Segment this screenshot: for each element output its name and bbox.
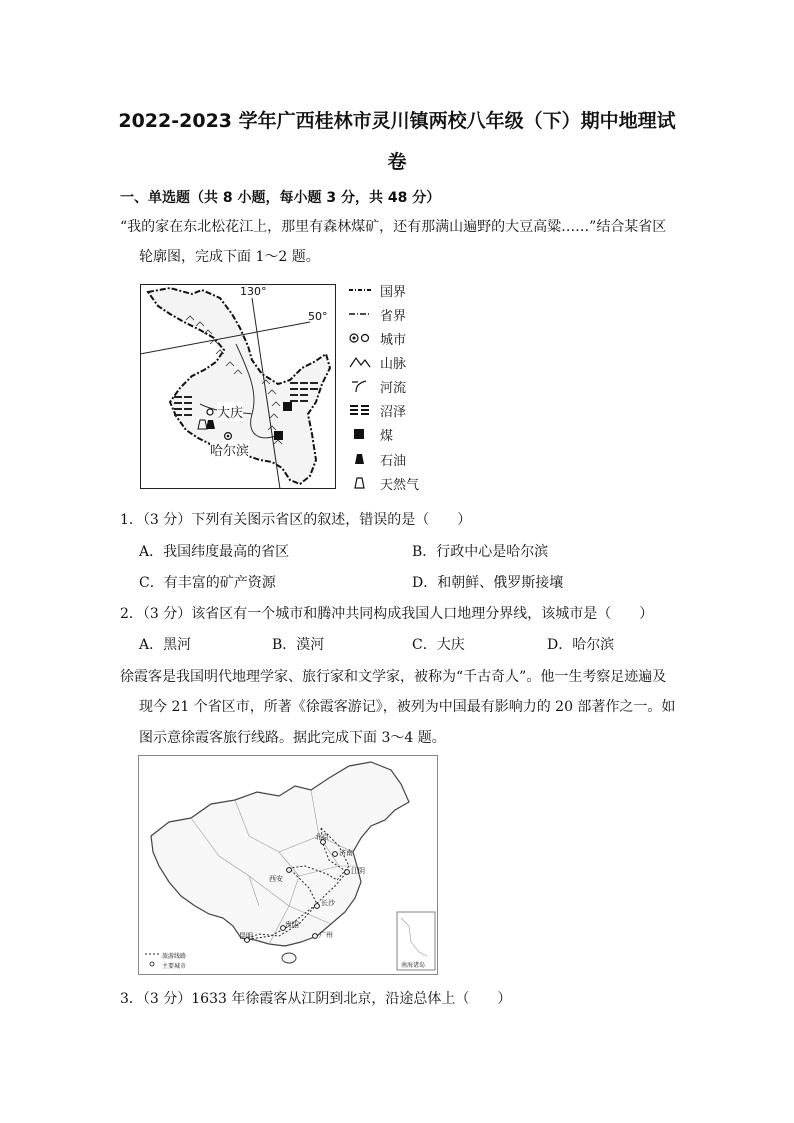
- map1-city-harbin: 哈尔滨: [210, 440, 249, 459]
- map2-city-kunming: 昆明: [239, 932, 253, 940]
- city-icon: [348, 331, 372, 345]
- legend-label: 河流: [380, 380, 407, 396]
- map2-city-jiangyin: 江阴: [351, 867, 365, 875]
- legend-coal: [348, 423, 393, 445]
- page-title-line1: 2022-2023 学年广西桂林市灵川镇两校八年级（下）期中地理试: [118, 110, 676, 132]
- q1-stem: 1．（3 分）下列有关图示省区的叙述，错误的是（ ）: [120, 512, 472, 528]
- province-map: [140, 284, 336, 489]
- coal-icon: [348, 427, 372, 441]
- map1-lat-label: 50°: [308, 310, 328, 323]
- map2-city-guangzhou: 广州: [319, 931, 333, 939]
- mountain-icon: [348, 355, 372, 369]
- q1-option-a[interactable]: A．我国纬度最高的省区: [139, 544, 290, 560]
- map2-legend-route: 旅游线路: [162, 953, 187, 960]
- map2-city-beijing: 北京: [315, 833, 329, 841]
- q2-option-a[interactable]: A．黑河: [139, 637, 192, 653]
- national-border-icon: [348, 283, 372, 297]
- legend-label: 城市: [380, 332, 407, 348]
- oil-icon: [348, 452, 372, 466]
- intro2-line2: 现今 21 个省区市，所著《徐霞客游记》，被列为中国最有影响力的 20 部著作之一。如: [139, 699, 676, 715]
- china-route-map: [138, 755, 438, 975]
- q2-stem: 2．（3 分）该省区有一个城市和腾冲共同构成我国人口地理分界线，该城市是（ ）: [120, 606, 654, 622]
- legend-label: 沼泽: [380, 404, 407, 420]
- legend-river: [348, 375, 406, 397]
- intro1-line2: 轮廓图，完成下面 1～2 题。: [139, 249, 320, 265]
- legend-label: 煤: [380, 428, 394, 444]
- legend-label: 省界: [380, 308, 407, 324]
- legend-label: 山脉: [380, 356, 407, 372]
- q1-option-c[interactable]: C．有丰富的矿产资源: [139, 575, 276, 591]
- map1-city-daqing: 大庆: [217, 402, 243, 421]
- legend-swamp: [348, 399, 406, 421]
- river-icon: [348, 379, 372, 393]
- map2-city-xian: 西安: [269, 875, 283, 883]
- legend-gas: [348, 472, 419, 494]
- map2-city-guiyang: 贵阳: [285, 921, 299, 929]
- map2-city-jinan: 济南: [339, 849, 353, 857]
- map1-lon-label: 130°: [240, 285, 267, 298]
- legend-label: 国界: [380, 284, 407, 300]
- legend-label: 天然气: [380, 477, 420, 493]
- legend-city: [348, 327, 406, 349]
- q1-option-b[interactable]: B．行政中心是哈尔滨: [412, 544, 549, 560]
- province-border-icon: [348, 307, 372, 321]
- page-title-line2: 卷: [387, 151, 407, 173]
- q1-option-d[interactable]: D．和朝鲜、俄罗斯接壤: [412, 575, 564, 591]
- q2-option-c[interactable]: C．大庆: [412, 637, 465, 653]
- map2-inset-label: 南海诸岛: [401, 962, 426, 969]
- intro2-line3: 图示意徐霞客旅行线路。据此完成下面 3～4 题。: [139, 730, 446, 746]
- intro1-line1: “我的家在东北松花江上，那里有森林煤矿，还有那满山遍野的大豆高粱……”结合某省区: [120, 219, 667, 235]
- q2-option-d[interactable]: D．哈尔滨: [547, 637, 615, 653]
- china-route-figure: [139, 756, 437, 974]
- legend-mountain: [348, 351, 406, 373]
- map2-legend-city: 主要城市: [162, 963, 187, 970]
- intro2-line1: 徐霞客是我国明代地理学家、旅行家和文学家，被称为“千古奇人”。他一生考察足迹遍及: [120, 669, 667, 685]
- q3-stem: 3．（3 分）1633 年徐霞客从江阴到北京，沿途总体上（ ）: [120, 991, 512, 1007]
- q2-option-b[interactable]: B．漠河: [272, 637, 325, 653]
- legend-label: 石油: [380, 453, 407, 469]
- section-heading: 一、单选题（共 8 小题，每小题 3 分，共 48 分）: [120, 190, 441, 206]
- legend-national-border: [348, 279, 406, 301]
- map2-city-changsha: 长沙: [321, 899, 335, 907]
- gas-icon: [348, 476, 372, 490]
- swamp-icon: [348, 403, 372, 417]
- legend-province-border: [348, 303, 406, 325]
- legend-oil: [348, 448, 406, 470]
